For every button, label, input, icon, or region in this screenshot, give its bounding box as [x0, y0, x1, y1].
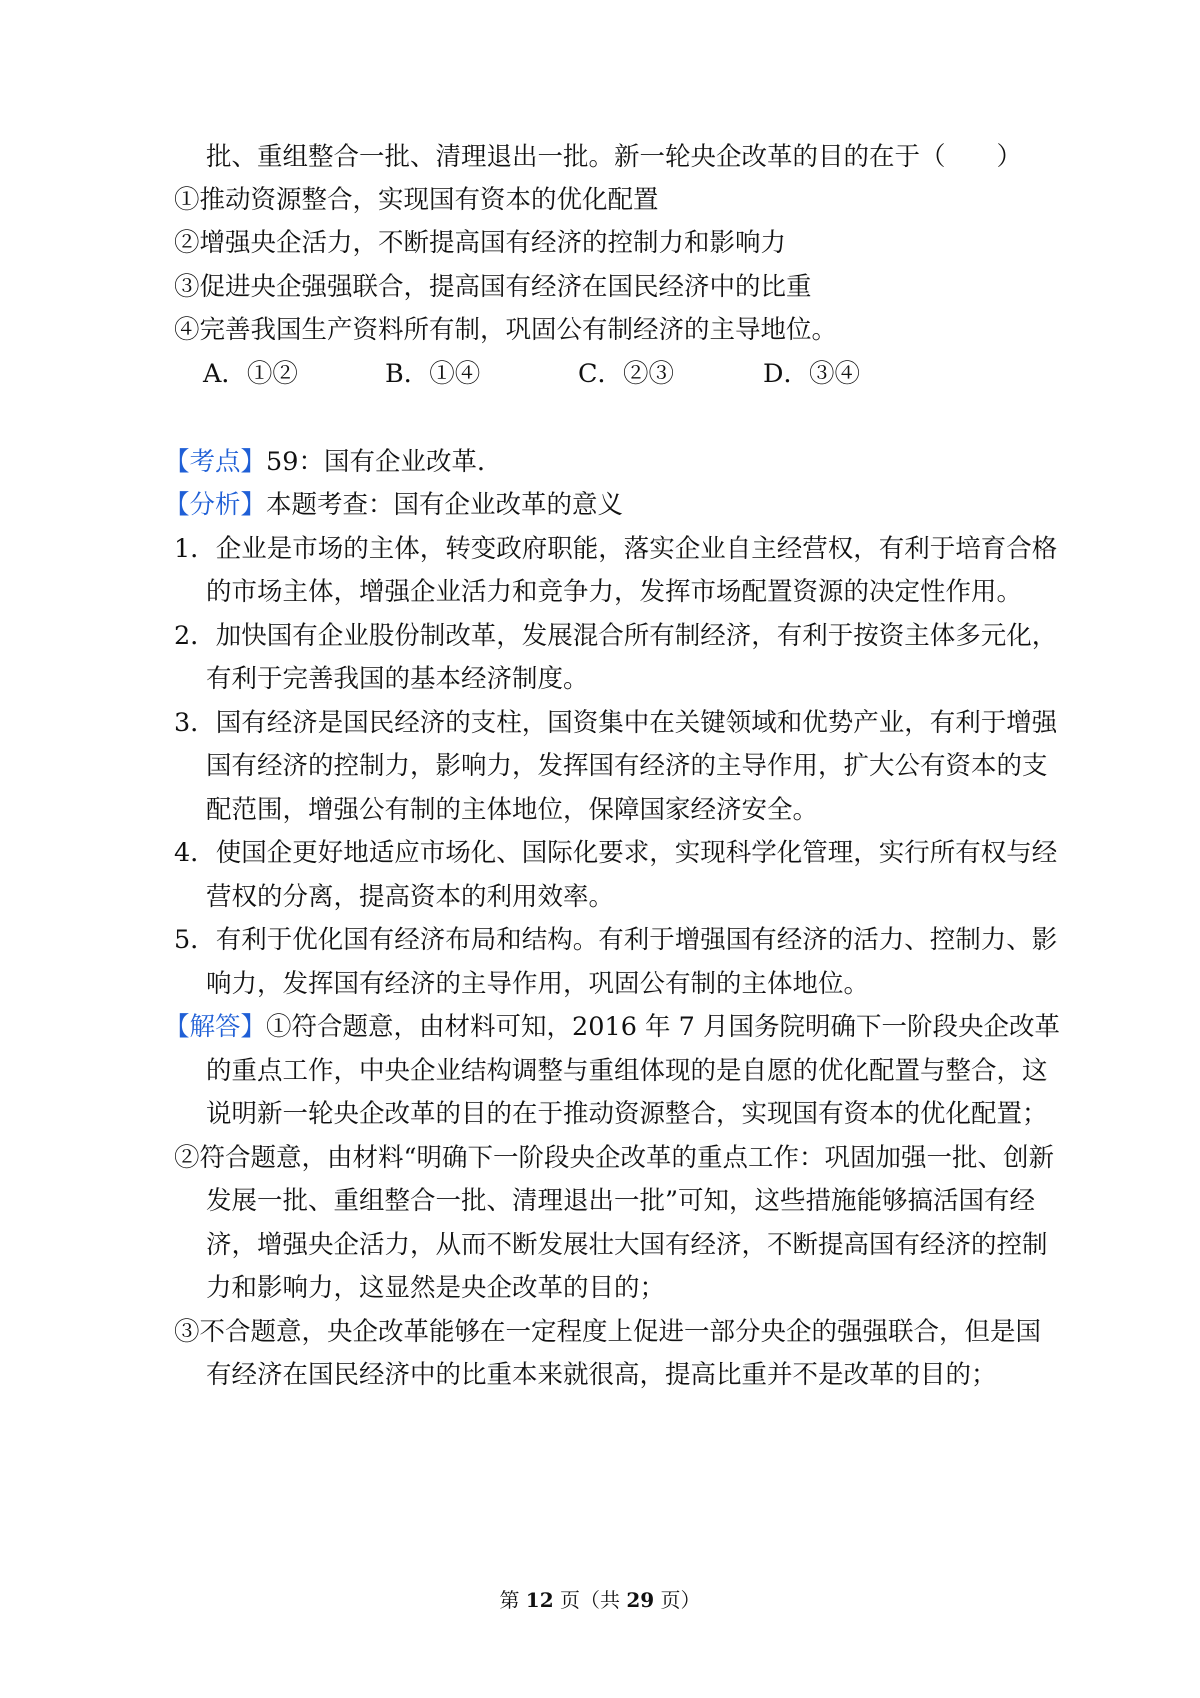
option-d: D．③④: [763, 359, 860, 389]
kaodian-tag: 【考点】: [164, 447, 267, 477]
footer-post: 页）: [654, 1588, 701, 1612]
jieda-first-cont1: 的重点工作，中央企业结构调整与重组体现的是自愿的优化配置与整合，这: [206, 1056, 1048, 1086]
fenxi-point-4-cont: 营权的分离，提高资本的利用效率。: [206, 882, 615, 912]
footer-mid: 页（共: [553, 1588, 627, 1612]
question-item-2: ②增强央企活力，不断提高国有经济的控制力和影响力: [174, 228, 787, 258]
fenxi-point-3: 3．国有经济是国民经济的支柱，国资集中在关键领域和优势产业，有利于增强: [174, 708, 1058, 738]
question-item-3: ③促进央企强强联合，提高国有经济在国民经济中的比重: [174, 272, 812, 302]
footer-total-pages: 29: [626, 1588, 655, 1612]
fenxi-point-3-cont2: 配范围，增强公有制的主体地位，保障国家经济安全。: [206, 795, 819, 825]
fenxi-text: 本题考查：国有企业改革的意义: [266, 490, 624, 520]
fenxi-point-2-cont: 有利于完善我国的基本经济制度。: [206, 664, 589, 694]
footer-pre: 第: [499, 1588, 526, 1612]
fenxi-point-5-cont: 响力，发挥国有经济的主导作用，巩固公有制的主体地位。: [206, 969, 870, 999]
kaodian-text: 59：国有企业改革．: [266, 447, 503, 477]
jieda-item-3-cont: 有经济在国民经济中的比重本来就很高，提高比重并不是改革的目的；: [206, 1360, 997, 1390]
jieda-tag: 【解答】: [164, 1012, 267, 1042]
jieda-item-2-cont2: 济，增强央企活力，从而不断发展壮大国有经济，不断提高国有经济的控制: [206, 1230, 1048, 1260]
fenxi-point-1: 1．企业是市场的主体，转变政府职能，落实企业自主经营权，有利于培育合格: [174, 534, 1058, 564]
jieda-item-3: ③不合题意，央企改革能够在一定程度上促进一部分央企的强强联合，但是国: [174, 1317, 1042, 1347]
jieda-first: ①符合题意，由材料可知，2016 年 7 月国务院明确下一阶段央企改革: [266, 1012, 1060, 1042]
option-b: B．①④: [385, 359, 481, 389]
jieda-item-2-cont3: 力和影响力，这显然是央企改革的目的；: [206, 1273, 666, 1303]
fenxi-point-4: 4．使国企更好地适应市场化、国际化要求，实现科学化管理，实行所有权与经: [174, 838, 1058, 868]
footer-page-number: 12: [525, 1588, 554, 1612]
fenxi-point-1-cont: 的市场主体，增强企业活力和竞争力，发挥市场配置资源的决定性作用。: [206, 577, 1023, 607]
question-item-1: ①推动资源整合，实现国有资本的优化配置: [174, 185, 659, 215]
option-a: A．①②: [203, 359, 298, 389]
option-c: C．②③: [578, 359, 675, 389]
fenxi-point-5: 5．有利于优化国有经济布局和结构。有利于增强国有经济的活力、控制力、影: [174, 925, 1058, 955]
question-stem: 批、重组整合一批、清理退出一批。新一轮央企改革的目的在于（ ）: [206, 142, 1023, 172]
question-item-4: ④完善我国生产资料所有制，巩固公有制经济的主导地位。: [174, 315, 838, 345]
jieda-item-2: ②符合题意，由材料“明确下一阶段央企改革的重点工作：巩固加强一批、创新: [174, 1143, 1055, 1173]
jieda-first-cont2: 说明新一轮央企改革的目的在于推动资源整合，实现国有资本的优化配置；: [206, 1099, 1048, 1129]
fenxi-point-3-cont1: 国有经济的控制力，影响力，发挥国有经济的主导作用，扩大公有资本的支: [206, 751, 1048, 781]
page-footer: [0, 1586, 1200, 1614]
fenxi-tag: 【分析】: [164, 490, 267, 520]
kaodian-line: [0, 445, 1200, 479]
jieda-item-2-cont1: 发展一批、重组整合一批、清理退出一批”可知，这些措施能够搞活国有经: [206, 1186, 1036, 1216]
jieda-line: [0, 1010, 1200, 1044]
fenxi-line: [0, 488, 1200, 522]
fenxi-point-2: 2．加快国有企业股份制改革，发展混合所有制经济，有利于按资主体多元化，: [174, 621, 1058, 651]
